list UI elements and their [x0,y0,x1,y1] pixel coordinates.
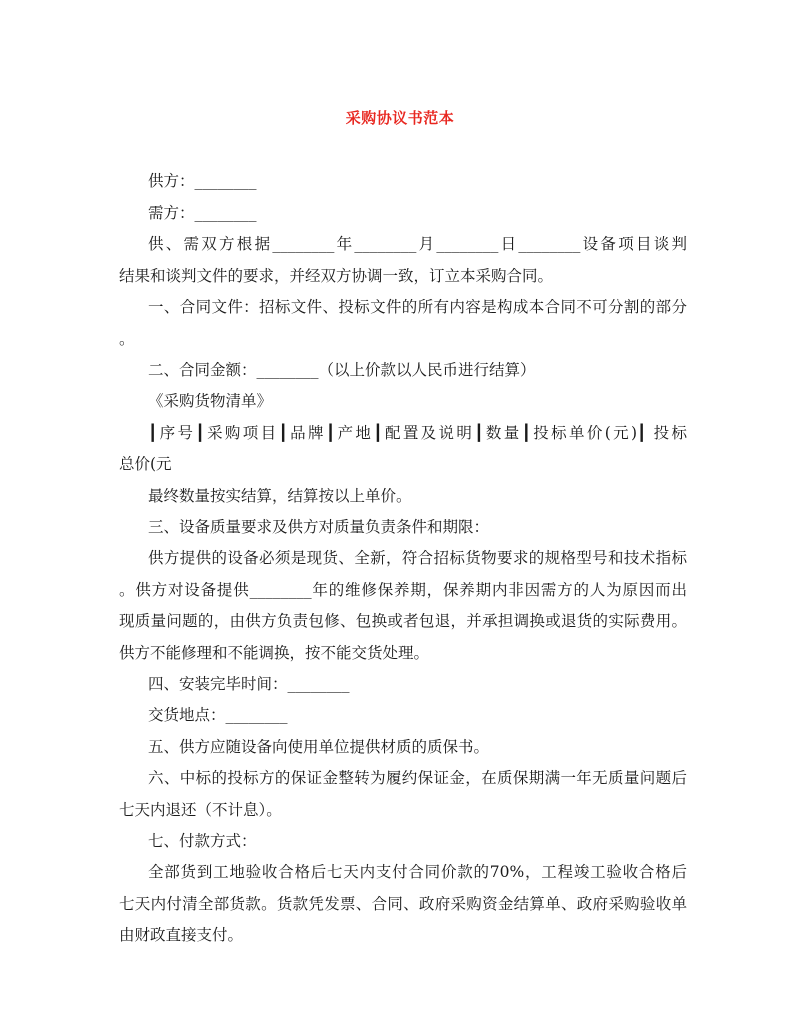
buyer-line: 需方：________ [148,204,257,222]
clause-4-line: 四、安装完毕时间：________ [148,675,350,693]
goods-list-heading: 《采购货物清单》 [148,392,273,410]
clause-3-line-1: 供方提供的设备必须是现货、全新，符合招标货物要求的规格型号和技术指标 [148,549,687,567]
clause-6-line-1: 六、中标的投标方的保证金整转为履约保证金，在质保期满一年无质量问题后 [148,769,687,787]
clause-7-line-1: 全部货到工地验收合格后七天内支付合同价款的70%，工程竣工验收合格后 [148,863,687,881]
clause-2-line: 二、合同金额：________（以上价款以人民币进行结算） [148,361,536,379]
clause-3-line-4: 供方不能修理和不能调换，按不能交货处理。 [119,644,430,662]
delivery-location-line: 交货地点：________ [148,706,288,724]
clause-3-heading: 三、设备质量要求及供方对质量负责条件和期限： [148,518,490,536]
clause-3-line-2: 。供方对设备提供________年的维修保养期，保养期内非因需方的人为原因而出 [119,581,687,599]
clause-1-line-1: 一、合同文件：招标文件、投标文件的所有内容是构成本合同不可分割的部分 [148,298,687,316]
goods-table-header-line-1: ┃序号┃采购项目┃品牌┃产地┃配置及说明┃数量┃投标单价(元)┃ 投标 [148,424,687,442]
clause-1-line-2: 。 [119,330,135,348]
clause-7-line-3: 由财政直接支付。 [119,926,244,944]
agreement-line-2: 结果和谈判文件的要求，并经双方协调一致，订立本采购合同。 [119,267,554,285]
agreement-line-1: 供、需双方根据________年________月________日________设备项目谈判 [148,235,687,253]
clause-7-line-2: 七天内付清全部货款。货款凭发票、合同、政府采购资金结算单、政府采购验收单 [119,895,687,913]
document-title: 采购协议书范本 [345,109,455,127]
clause-5-line: 五、供方应随设备向使用单位提供材质的质保书。 [148,738,490,756]
clause-6-line-2: 七天内退还（不计息）。 [119,801,282,819]
settlement-line: 最终数量按实结算，结算按以上单价。 [148,487,412,505]
goods-table-header-line-2: 总价(元 [119,455,172,473]
clause-3-line-3: 现质量问题的，由供方负责包修、包换或者包退，并承担调换或退货的实际费用。 [119,612,687,630]
clause-7-heading: 七、付款方式： [148,832,257,850]
supplier-line: 供方：________ [148,172,257,190]
